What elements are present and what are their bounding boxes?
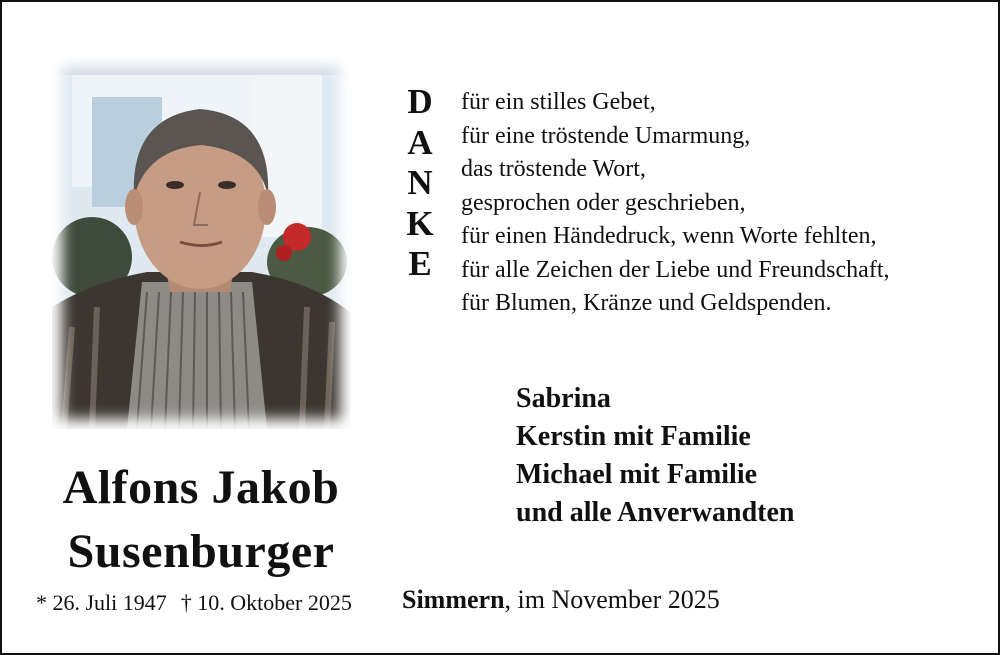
verse-line: für eine tröstende Umarmung,	[461, 122, 751, 149]
verse-line: für einen Händedruck, wenn Worte fehlten,	[461, 223, 877, 249]
birth-date: * 26. Juli 1947	[36, 590, 167, 615]
verse-line: das tröstende Wort,	[461, 156, 646, 182]
danke-letter: A	[407, 122, 433, 162]
danke-acrostic	[400, 82, 440, 285]
danke-letter: K	[406, 203, 434, 243]
signer: Michael mit Familie	[516, 459, 758, 490]
danke-letter: N	[407, 163, 433, 202]
portrait-photo	[52, 57, 350, 429]
verse-line: gesprochen oder geschrieben,	[461, 189, 746, 216]
place-and-date	[402, 585, 720, 615]
thanks-verse	[461, 86, 991, 321]
signer: Sabrina	[516, 383, 611, 414]
deceased-first-name: Alfons Jakob	[62, 461, 340, 514]
death-date: † 10. Oktober 2025	[180, 590, 352, 615]
danke-letter: E	[408, 244, 432, 283]
verse-line: für ein stilles Gebet,	[461, 89, 656, 115]
life-dates	[36, 590, 376, 616]
deceased-last-name: Susenburger	[67, 525, 335, 578]
signer: Kerstin mit Familie	[516, 421, 751, 452]
place-town: Simmern	[402, 585, 505, 614]
verse-line: für Blumen, Kränze und Geldspenden.	[461, 290, 832, 316]
danke-letter: D	[407, 82, 433, 121]
signers-list	[516, 380, 976, 532]
signer: und alle Anverwandten	[516, 497, 795, 528]
verse-line: für alle Zeichen der Liebe und Freundschaft,	[461, 256, 890, 283]
place-date: , im November 2025	[504, 585, 720, 614]
